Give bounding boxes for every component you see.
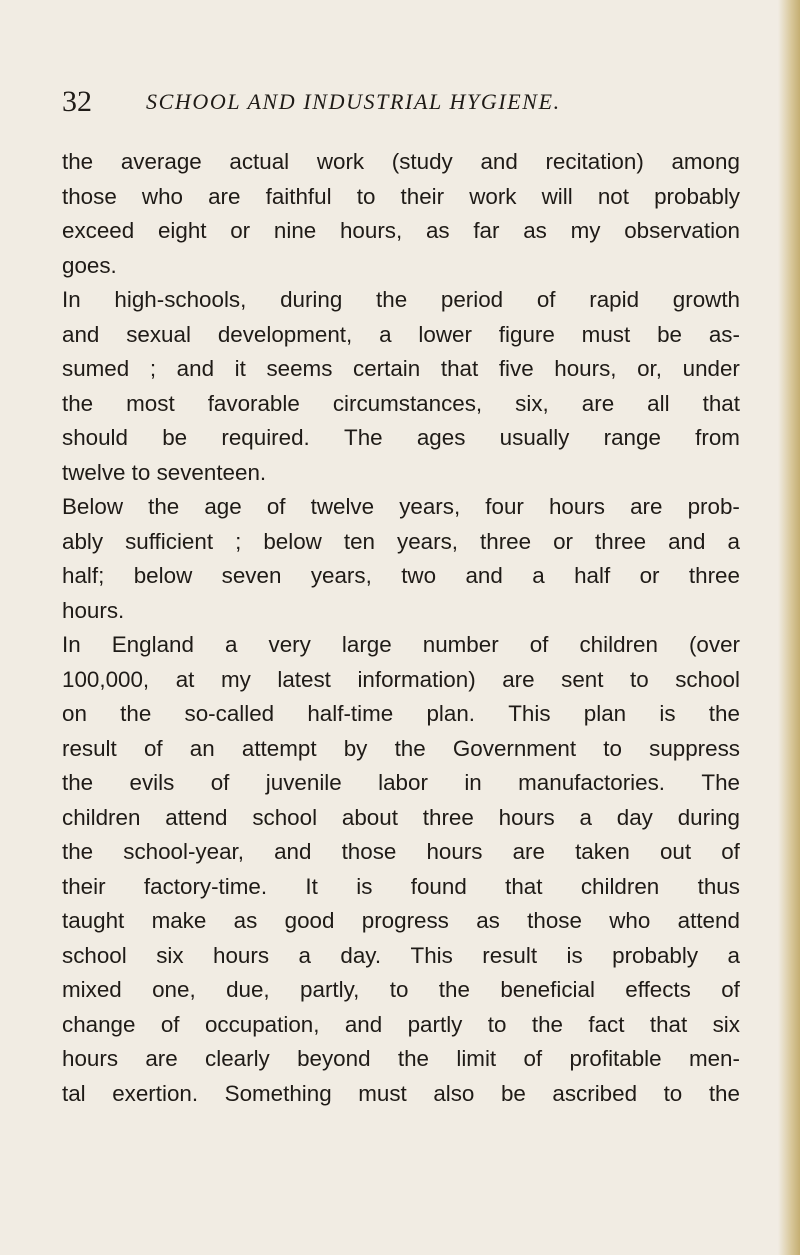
text-word: In [62,632,81,657]
text-word: about [341,804,398,830]
text-word: four [485,494,524,519]
text-word: or [639,563,660,588]
text-word: (study [391,149,453,174]
text-word: those [62,183,117,209]
page-header [62,84,762,124]
text-word: figure [498,321,555,347]
text-word: my [570,218,601,243]
text-word: that [505,873,543,899]
text-word: manufactories. [518,770,665,795]
text-word: to [389,977,409,1002]
text-word: of [721,839,740,864]
text-word: attempt [241,735,317,761]
text-word: half [574,563,611,588]
text-word: or [553,528,573,554]
text-word: latest [277,666,331,692]
text-word: plan. [426,701,476,726]
text-word: hours [548,494,605,519]
text-word: result [62,735,117,761]
text-word: actual [229,149,290,174]
text-word: of [210,770,230,795]
text-word: below [263,528,322,554]
text-word: the [397,1046,430,1071]
text-word: mixed [62,977,122,1002]
text-word: information) [357,666,476,692]
text-word: high-schools, [114,287,247,312]
text-word: are [581,390,615,416]
text-word: period [440,287,504,312]
text-word: progress [361,908,449,933]
text-word: work [316,149,365,174]
text-word: all [647,390,670,416]
text-word: six, [515,390,549,416]
text-word: is [659,701,676,726]
text-word: their [62,873,106,899]
text-line [62,628,740,663]
text-word: that [702,390,740,416]
text-word: will [541,183,573,209]
text-word: day [616,804,653,830]
text-word: half; [62,563,105,588]
text-word: day. [340,942,382,968]
text-word: hours, [339,218,403,243]
text-word: who [609,908,651,933]
text-word: to [356,183,376,209]
text-word: to [663,1080,683,1106]
text-word: Government [452,735,577,761]
text-word: taken [575,839,630,864]
text-word: labor [378,770,428,795]
text-word: must [581,321,631,347]
text-word: as [476,908,500,933]
text-word: those [527,908,582,933]
text-word: sent [561,666,604,692]
text-line [62,870,740,905]
text-word: and [274,839,312,864]
text-word: children [580,873,660,899]
text-word: six [712,1011,740,1037]
text-word: (over [688,632,740,657]
text-word: usually [499,425,570,450]
text-word: partly, [300,977,360,1002]
text-word: circumstances, [332,390,483,416]
text-word: as [233,908,258,933]
text-word: ; [149,356,157,381]
text-line [62,766,740,801]
text-word: ; [235,528,242,554]
text-word: rapid [589,287,640,312]
text-word: make [151,908,207,933]
text-word: 100,000, [62,666,150,692]
text-word: number [422,632,499,657]
text-word: two [401,563,437,588]
text-word: far [473,218,500,243]
text-word: be [162,425,188,450]
text-word: the [62,149,94,174]
text-word: children [579,632,658,657]
text-word: the [531,1011,563,1037]
text-word: certain [353,356,421,381]
text-word: beneficial [500,977,595,1002]
text-line [62,1008,740,1043]
text-word: very [268,632,311,657]
text-word: are [512,839,545,864]
text-word: by [343,735,368,761]
text-word: and [62,321,100,347]
text-word: sumed [62,356,130,381]
text-word: England [111,632,194,657]
text-line [62,835,740,870]
text-line [62,663,740,698]
running-head: SCHOOL AND INDUSTRIAL HYGIENE. [146,89,561,114]
text-word: the [148,494,180,519]
text-line [62,318,740,353]
text-word: a [532,563,545,588]
text-word: so-called [184,701,275,726]
text-word: half-time [307,701,394,726]
text-word: six [156,942,184,968]
text-word: due, [226,977,270,1002]
text-word: school [62,942,127,968]
text-word: be [657,321,682,347]
text-word: a [727,942,740,968]
text-word: suppress [649,735,740,761]
text-word: taught [62,908,125,933]
text-word: in [464,770,482,795]
text-word: eight [157,218,207,243]
text-word: probably [654,183,740,209]
page-edge-shading [778,0,800,1255]
text-word: plan [583,701,627,726]
text-word: to [603,735,622,761]
text-word: beyond [297,1046,371,1071]
text-word: those [341,839,397,864]
text-line [62,283,740,318]
text-word: a [379,321,392,347]
text-word: hours, [554,356,617,381]
text-word: out [659,839,692,864]
text-word: as [425,218,450,243]
text-word: observation [624,218,740,243]
text-word: or [230,218,251,243]
text-line [62,387,740,422]
text-word: who [141,183,183,209]
text-line: hours. [62,597,125,623]
text-word: of [160,1011,180,1037]
text-word: seems [266,356,333,381]
text-line [62,421,740,456]
text-word: during [677,804,740,830]
text-word: the [708,701,740,726]
text-word: The [344,425,383,450]
text-word: on [62,701,87,726]
text-line [62,352,740,387]
text-word: hours [213,942,270,968]
text-word: attend [165,804,228,830]
text-word: and [668,528,706,554]
text-line [62,145,740,180]
text-word: to [487,1011,507,1037]
text-word: the [62,770,94,795]
text-word: large [341,632,392,657]
text-line [62,732,740,767]
text-word: the [62,390,94,416]
text-word: found [410,873,467,899]
text-word: school-year, [123,839,244,864]
text-word: most [126,390,175,416]
text-word: is [356,873,373,899]
text-word: Below [62,494,123,519]
text-word: from [695,425,740,450]
text-word: of [143,735,163,761]
text-word: limit [456,1046,497,1071]
text-word: my [220,666,251,692]
text-word: children [62,804,141,830]
text-word: one, [152,977,196,1002]
text-word: not [597,183,629,209]
text-word: This [508,701,551,726]
text-word: of [536,287,556,312]
text-word: five [498,356,534,381]
text-word: at [175,666,195,692]
text-word: is [566,942,583,968]
text-word: juvenile [265,770,342,795]
text-word: partly [407,1011,463,1037]
text-word: as [523,218,547,243]
text-word: the [394,735,426,761]
text-word: attend [677,908,740,933]
text-word: This [410,942,453,968]
text-word: exceed [62,218,135,243]
text-word: among [671,149,740,174]
text-line [62,490,740,525]
text-word: exertion. [112,1080,199,1106]
text-word: a [298,942,311,968]
text-word: In [62,287,81,312]
text-word: evils [129,770,175,795]
text-word: ably [62,528,104,554]
text-word: seven [221,563,282,588]
text-word: are [145,1046,178,1071]
text-word: below [133,563,193,588]
text-word: nine [273,218,317,243]
text-word: that [440,356,479,381]
text-word: thus [697,873,740,899]
text-word: clearly [205,1046,270,1071]
text-line [62,525,740,560]
text-word: three [688,563,740,588]
text-word: of [529,632,549,657]
text-word: profitable [569,1046,662,1071]
body-text [62,145,740,1111]
text-word: twelve [310,494,375,519]
text-word: fact [588,1011,625,1037]
text-word: average [120,149,202,174]
text-word: work [469,183,517,209]
text-word: that [649,1011,688,1037]
text-word: and [344,1011,383,1037]
text-word: or, [637,356,663,381]
text-word: change [62,1011,136,1037]
text-word: sufficient [125,528,214,554]
text-word: hours [62,1046,119,1071]
text-word: prob- [687,494,740,519]
text-line [62,180,740,215]
text-word: of [523,1046,543,1071]
text-word: probably [612,942,699,968]
text-word: ten [343,528,375,554]
text-line [62,1077,740,1112]
text-word: during [280,287,343,312]
text-word: years, [399,494,461,519]
text-word: are [630,494,663,519]
text-line [62,801,740,836]
text-word: effects [625,977,691,1002]
text-word: the [438,977,470,1002]
text-word: sexual [126,321,191,347]
text-word: are [502,666,535,692]
text-word: required. [221,425,310,450]
text-word: good [284,908,335,933]
text-word: men- [688,1046,740,1071]
text-word: factory-time. [143,873,268,899]
text-line [62,559,740,594]
text-word: to [630,666,649,692]
text-word: years, [310,563,372,588]
text-word: ages [416,425,466,450]
text-word: ascribed [552,1080,638,1106]
text-word: under [682,356,740,381]
text-line [62,697,740,732]
text-word: development, [217,321,353,347]
text-word: hours [498,804,555,830]
text-word: lower [418,321,472,347]
text-word: faithful [265,183,332,209]
text-word: must [358,1080,407,1106]
text-word: favorable [207,390,300,416]
text-word: three [422,804,474,830]
text-word: result [482,942,538,968]
text-word: school [252,804,318,830]
text-line: twelve to seventeen. [62,459,267,485]
text-word: range [603,425,661,450]
text-word: and [176,356,215,381]
page-number: 32 [62,85,92,118]
text-word: a [579,804,592,830]
text-word: the [62,839,94,864]
text-line [62,939,740,974]
text-word: age [204,494,242,519]
text-word: hours [426,839,483,864]
text-line: goes. [62,252,117,278]
text-word: occupation, [204,1011,320,1037]
text-line [62,214,740,249]
text-word: growth [672,287,740,312]
text-word: recitation) [545,149,644,174]
text-word: tal [62,1080,86,1106]
text-word: be [500,1080,526,1106]
text-line [62,1042,740,1077]
text-word: It [305,873,318,899]
text-word: and [465,563,503,588]
text-word: The [701,770,740,795]
text-word: a [225,632,238,657]
text-word: Something [224,1080,332,1106]
text-word: of [721,977,740,1002]
text-word: the [708,1080,740,1106]
text-word: an [189,735,215,761]
text-word: are [208,183,241,209]
text-word: the [120,701,152,726]
text-word: their [400,183,445,209]
text-word: also [433,1080,475,1106]
text-word: school [675,666,740,692]
text-word: a [727,528,740,554]
text-word: three [480,528,532,554]
text-line [62,904,740,939]
text-word: and [480,149,518,174]
text-word: years, [397,528,458,554]
text-word: of [266,494,286,519]
text-word: it [234,356,246,381]
text-word: as- [708,321,740,347]
text-word: three [595,528,647,554]
text-word: should [62,425,128,450]
text-line [62,973,740,1008]
text-word: the [376,287,408,312]
